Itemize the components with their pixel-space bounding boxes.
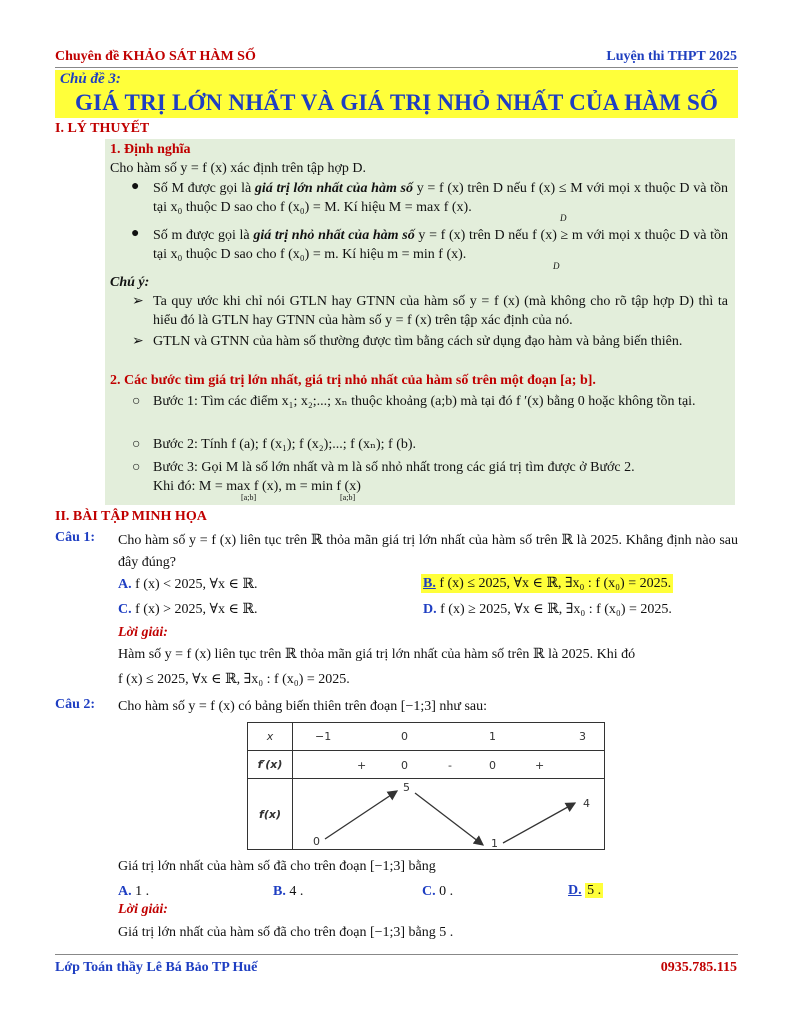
table-x-values xyxy=(293,723,605,751)
x-value: −1 xyxy=(315,730,332,743)
q2-option-c[interactable]: C. 0 . xyxy=(422,884,454,899)
q2-option-a[interactable]: A. 1 . xyxy=(118,884,150,899)
q1-solution-formula: f (x) ≤ 2025, ∀x ∈ ℝ, ∃x₀ : f (x₀) = 2025. xyxy=(118,672,350,687)
note-2: GTLN và GTNN của hàm số thường được tìm bằng cách sử dụng đạo hàm và bảng biến thiên. xyxy=(153,334,683,349)
q2-option-b[interactable]: B. 4 . xyxy=(273,884,304,899)
footer-left: Lớp Toán thầy Lê Bá Bảo TP Huế xyxy=(55,960,258,975)
q1-solution-label: Lời giải: xyxy=(118,625,168,640)
table-fprime-values xyxy=(293,751,605,779)
arrow-bullet-icon: ➢ xyxy=(132,294,144,309)
q1-option-c[interactable]: C. f (x) > 2025, ∀x ∈ ℝ. xyxy=(118,602,258,617)
note-1: Ta quy ước khi chỉ nói GTLN hay GTNN của hàm số y = f (x) (mà không cho rõ tập hợp D) thì ta hiểu đó là GTLN hay GTNN của hàm số y = f (x) trên tập xác định của nó. xyxy=(153,294,728,328)
note-title: Chú ý: xyxy=(110,275,150,290)
steps-title: 2. Các bước tìm giá trị lớn nhất, giá trị nhỏ nhất của hàm số trên một đoạn [a; b]. xyxy=(110,373,596,388)
max-subscript: D xyxy=(560,213,567,223)
table-f-header: f(x) xyxy=(248,779,293,850)
question-2-text: Cho hàm số y = f (x) có bảng biến thiên trên đoạn [−1;3] như sau: xyxy=(118,699,488,714)
question-1-label: Câu 1: xyxy=(55,530,96,545)
f-value: 4 xyxy=(583,797,590,810)
variation-arrows xyxy=(293,779,609,851)
sign-value: - xyxy=(448,759,452,772)
bullet-dot-icon: ● xyxy=(131,179,140,194)
variation-table xyxy=(247,722,605,850)
sign-value: + xyxy=(535,759,545,772)
header-left: Chuyên đề KHẢO SÁT HÀM SỐ xyxy=(55,49,256,64)
circle-bullet-icon: ○ xyxy=(132,394,141,409)
q2-solution-label: Lời giải: xyxy=(118,902,168,917)
q2-option-d[interactable]: D. 5 . xyxy=(568,883,602,898)
f-value: 0 xyxy=(313,835,320,848)
section-exercises-heading: II. BÀI TẬP MINH HỌA xyxy=(55,509,207,524)
sign-value: + xyxy=(357,759,367,772)
table-f-values xyxy=(293,779,605,850)
step-1: Bước 1: Tìm các điểm x₁; x₂;...; xₙ thuộc khoảng (a;b) mà tại đó f ′(x) bằng 0 hoặc không tồn tại. xyxy=(153,394,696,409)
arrow-bullet-icon: ➢ xyxy=(132,334,144,349)
circle-bullet-icon: ○ xyxy=(132,460,141,475)
max-definition: Số M được gọi là giá trị lớn nhất của hàm số y = f (x) trên D nếu f (x) ≤ M với mọi x thuộc D và tồn tại x₀ thuộc D sao cho f (x₀) = M. Kí hiệu M = max f (x). xyxy=(153,181,729,215)
q1-option-a[interactable]: A. f (x) < 2025, ∀x ∈ ℝ. xyxy=(118,577,258,592)
arrow-up-icon xyxy=(503,803,575,843)
bullet-dot-icon: ● xyxy=(131,226,140,241)
definition-intro: Cho hàm số y = f (x) xác định trên tập hợp D. xyxy=(110,161,366,176)
arrow-up-icon xyxy=(325,791,397,839)
step-3-subscript-max: [a;b] xyxy=(241,493,257,502)
q2-solution: Giá trị lớn nhất của hàm số đã cho trên đoạn [−1;3] bằng 5 . xyxy=(118,925,454,940)
header-right: Luyện thi THPT 2025 xyxy=(606,49,737,64)
definition-title: 1. Định nghĩa xyxy=(110,142,191,157)
sign-value: 0 xyxy=(489,759,496,772)
q1-solution: Hàm số y = f (x) liên tục trên ℝ thỏa mãn giá trị lớn nhất của hàm số trên ℝ là 2025. Khi đó xyxy=(118,647,636,662)
q1-option-d[interactable]: D. f (x) ≥ 2025, ∀x ∈ ℝ, ∃x₀ : f (x₀) = 2025. xyxy=(423,602,672,617)
step-3b: Khi đó: M = max f (x), m = min f (x) xyxy=(153,479,361,494)
table-fprime-header: f′(x) xyxy=(248,751,293,779)
step-3-subscript-min: [a;b] xyxy=(340,493,356,502)
section-theory-heading: I. LÝ THUYẾT xyxy=(55,121,150,136)
step-3a: Bước 3: Gọi M là số lớn nhất và m là số nhỏ nhất trong các giá trị tìm được ở Bước 2. xyxy=(153,460,635,475)
circle-bullet-icon: ○ xyxy=(132,437,141,452)
min-subscript: D xyxy=(553,261,560,271)
x-value: 0 xyxy=(401,730,408,743)
f-value: 1 xyxy=(491,837,498,850)
q1-option-b[interactable]: B. f (x) ≤ 2025, ∀x ∈ ℝ, ∃x₀ : f (x₀) = 2025. xyxy=(423,576,672,591)
topic-title: GIÁ TRỊ LỚN NHẤT VÀ GIÁ TRỊ NHỎ NHẤT CỦA HÀM SỐ xyxy=(74,90,719,115)
question-1-text: Cho hàm số y = f (x) liên tục trên ℝ thỏa mãn giá trị lớn nhất của hàm số trên ℝ là 2025. Khẳng định nào sau đây đúng? xyxy=(118,533,738,570)
question-2-label: Câu 2: xyxy=(55,697,96,712)
x-value: 3 xyxy=(579,730,586,743)
q2-question: Giá trị lớn nhất của hàm số đã cho trên đoạn [−1;3] bằng xyxy=(118,859,436,874)
arrow-down-icon xyxy=(415,793,483,845)
step-2: Bước 2: Tính f (a); f (x₁); f (x₂);...; f (xₙ); f (b). xyxy=(153,437,417,452)
min-definition: Số m được gọi là giá trị nhỏ nhất của hàm số y = f (x) trên D nếu f (x) ≥ m với mọi x thuộc D và tồn tại x₀ thuộc D sao cho f (x₀) = m. Kí hiệu m = min f (x). xyxy=(153,228,729,262)
sign-value: 0 xyxy=(401,759,408,772)
topic-label: Chủ đề 3: xyxy=(60,71,121,87)
header-rule xyxy=(55,67,738,68)
x-value: 1 xyxy=(489,730,496,743)
footer-right: 0935.785.115 xyxy=(660,960,737,975)
table-x-header: x xyxy=(248,723,293,751)
footer-rule xyxy=(55,954,738,955)
f-value: 5 xyxy=(403,781,410,794)
